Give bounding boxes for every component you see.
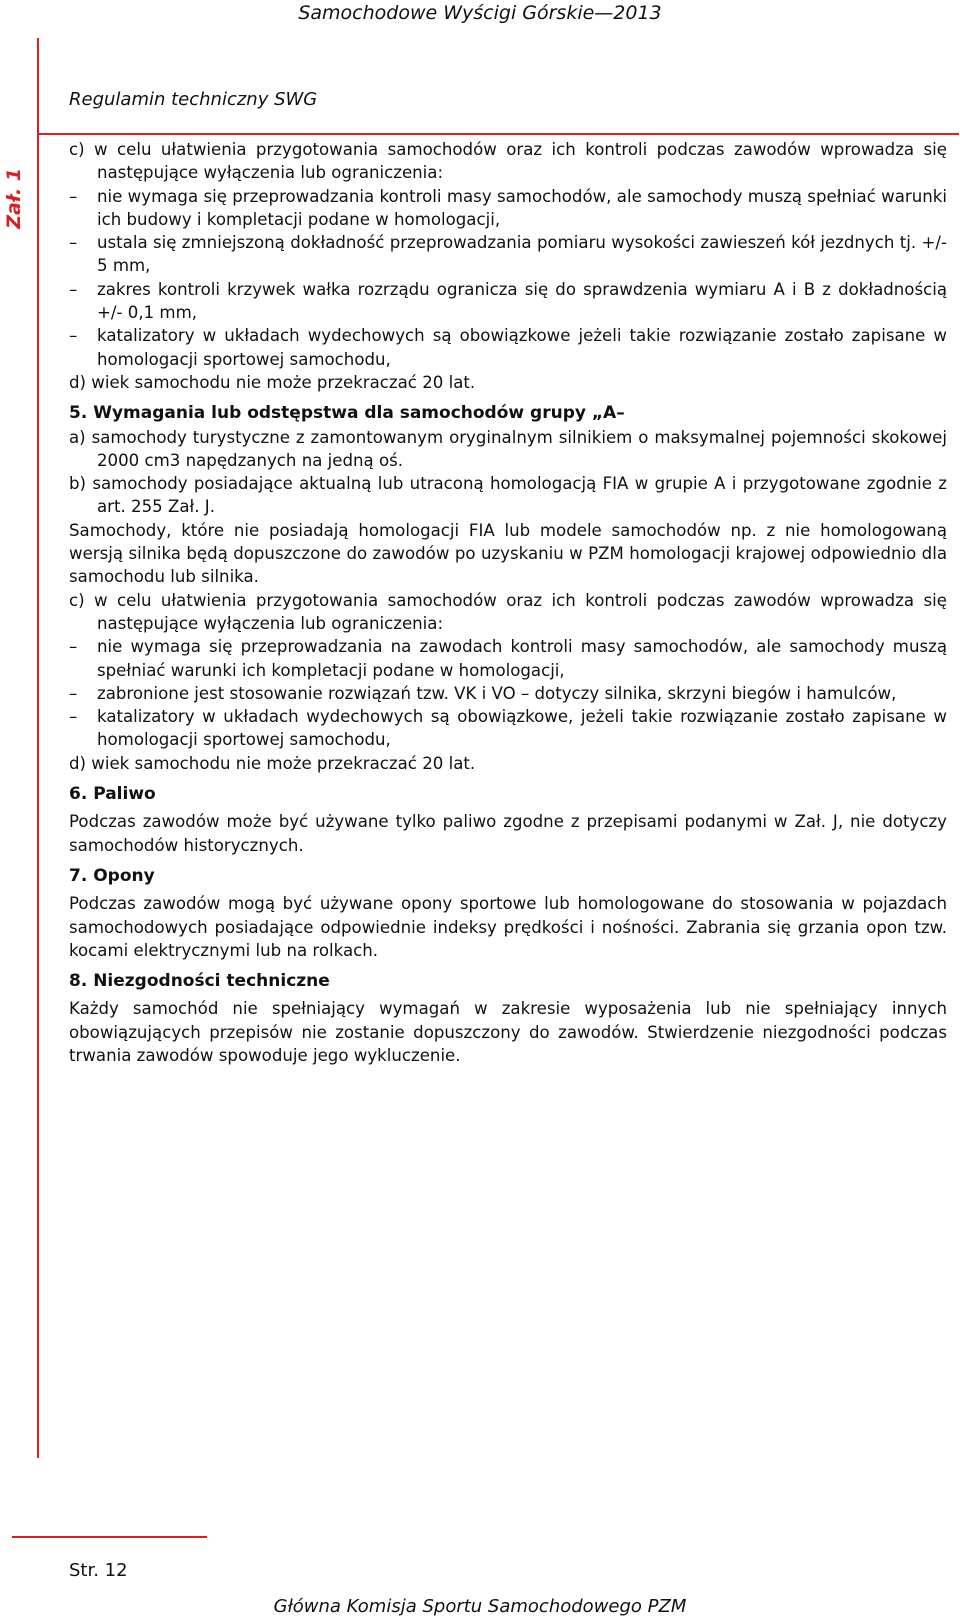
paragraph-opony: Podczas zawodów mogą być używane opony sportowe lub homologowane do stosowania w pojazdach samochodowych posiadające odpowiednie indeksy prędkości i nośności. Zabrania się grzania opon tzw. kocami elektrycznymi lub na rolkach. xyxy=(69,894,947,960)
dash-item: – zakres kontroli krzywek wałka rozrządu ogranicza się do sprawdzenia wymiaru A i B z dokładnością +/- 0,1 mm, xyxy=(69,278,947,325)
dash-item: – katalizatory w układach wydechowych są obowiązkowe jeżeli takie rozwiązanie zostało zapisane w homologacji sportowej samochodu, xyxy=(69,324,947,371)
paragraph-c-1: c) w celu ułatwienia przygotowania samochodów oraz ich kontroli podczas zawodów wprowadza się następujące wyłączenia lub ograniczenia: xyxy=(69,140,947,183)
page-number: Str. 12 xyxy=(69,1560,128,1581)
paragraph-c-2: c) w celu ułatwienia przygotowania samochodów oraz ich kontroli podczas zawodów wprowadza się następujące wyłączenia lub ograniczenia: xyxy=(69,590,947,633)
dash-item: – ustala się zmniejszoną dokładność przeprowadzania pomiaru wysokości zawieszeń kół jezdnych tj. +/- 5 mm, xyxy=(69,231,947,278)
paragraph-d-1: d) wiek samochodu nie może przekraczać 20 lat. xyxy=(69,372,476,392)
document-subtitle: Regulamin techniczny SWG xyxy=(69,89,318,110)
dash-item: – katalizatory w układach wydechowych są obowiązkowe, jeżeli takie rozwiązanie zostało zapisane w homologacji sportowej samochodu, xyxy=(69,705,947,752)
attachment-side-label: Zał. 1 xyxy=(3,168,25,229)
section-heading-8: 8. Niezgodności techniczne xyxy=(69,971,330,992)
paragraph-niezgodnosci: Każdy samochód nie spełniający wymagań w zakresie wyposażenia lub nie spełniający innych obowiązujących przepisów nie zostanie dopuszczony do zawodów. Stwierdzenie niezgodności podczas trwania zawodów spowoduje jego wykluczenie. xyxy=(69,999,947,1065)
section-heading-5: 5. Wymagania lub odstępstwa dla samochodów grupy „A– xyxy=(69,403,625,424)
paragraph-b: b) samochody posiadające aktualną lub utraconą homologacją FIA w grupie A i przygotowane zgodnie z art. 255 Zał. J. xyxy=(69,474,947,517)
paragraph-a: a) samochody turystyczne z zamontowanym oryginalnym silnikiem o maksymalnej pojemności skokowej 2000 cm3 napędzanych na jedną oś. xyxy=(69,427,947,470)
paragraph-d-2: d) wiek samochodu nie może przekraczać 20 lat. xyxy=(69,753,476,773)
margin-rule-vertical xyxy=(37,38,39,1458)
footer-rule xyxy=(12,1536,207,1538)
document-footer: Główna Komisja Sportu Samochodowego PZM xyxy=(273,1596,687,1617)
header-rule xyxy=(37,133,959,135)
document-header-title: Samochodowe Wyścigi Górskie—2013 xyxy=(298,2,662,24)
section-heading-6: 6. Paliwo xyxy=(69,784,156,805)
dash-item: – zabronione jest stosowanie rozwiązań tzw. VK i VO – dotyczy silnika, skrzyni biegów i hamulców, xyxy=(69,682,947,705)
dash-item: – nie wymaga się przeprowadzania kontroli masy samochodów, ale samochody muszą spełniać warunki ich budowy i kompletacji podane w homologacji, xyxy=(69,185,947,232)
section-heading-7: 7. Opony xyxy=(69,865,155,886)
paragraph-samochody: Samochody, które nie posiadają homologacji FIA lub modele samochodów np. z nie homologowaną wersją silnika będą dopuszczone do zawodów po uzyskaniu w PZM homologacji krajowej odpowiednio dla samochodu lub silnika. xyxy=(69,520,947,587)
dash-item: – nie wymaga się przeprowadzania na zawodach kontroli masy samochodów, ale samochody muszą spełniać warunki ich kompletacji podane w homologacji, xyxy=(69,635,947,682)
document-body xyxy=(69,138,947,1067)
paragraph-paliwo: Podczas zawodów może być używane tylko paliwo zgodne z przepisami podanymi w Zał. J, nie dotyczy samochodów historycznych. xyxy=(69,812,947,855)
